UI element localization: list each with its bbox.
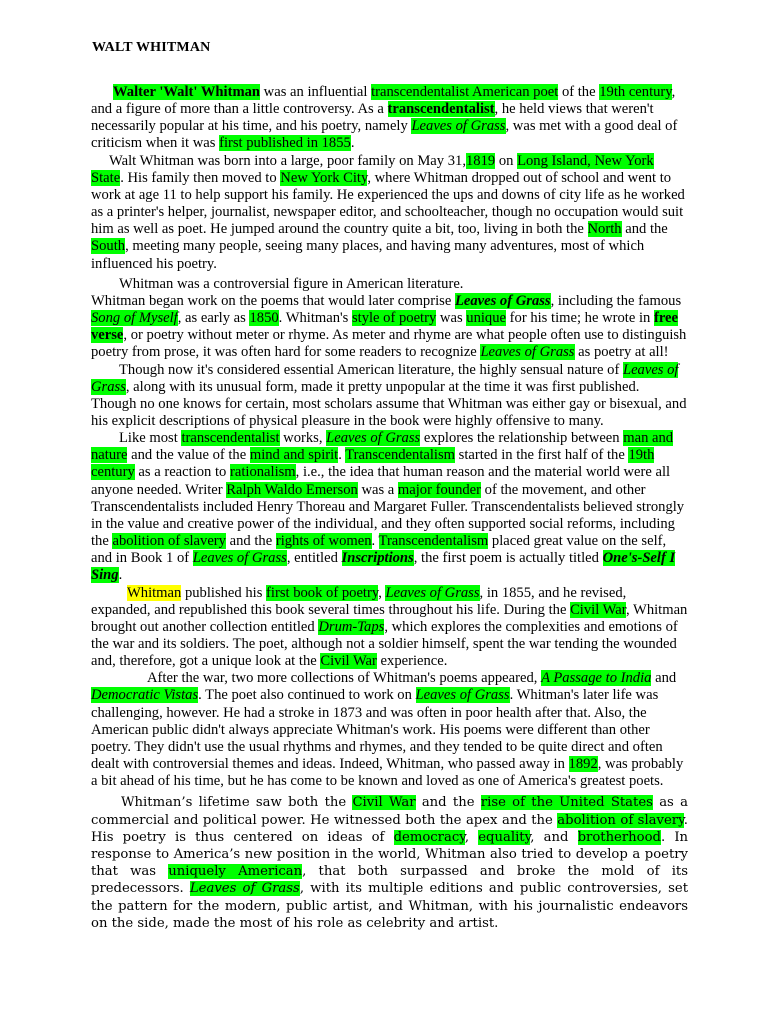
highlighted-term: 1892	[568, 756, 598, 773]
text-run: , where Whitman dropped out of school and went to work at age 11 to help support his family. He experienced the ups and downs of city life as he worked as a printer's helper, journalist, newspaper editor, and schoolteacher, though no occupation would suit him as well as poet. He jumped around the country quite a bit, too, living in both the	[91, 169, 685, 238]
text-run: , he held views that weren't necessarily popular at his time, and his poetry, namely	[91, 101, 654, 135]
highlighted-term: Drum-Taps	[318, 618, 385, 635]
text-run: , entitled	[286, 550, 342, 567]
text-run: . His family then moved to	[120, 169, 281, 186]
highlighted-term: New York City	[280, 169, 368, 186]
highlighted-term: Transcendentalism	[345, 447, 455, 464]
text-run: Whitman’s lifetime saw both the	[121, 795, 353, 811]
highlighted-term: rights of women	[275, 533, 372, 550]
highlighted-term: Civil War	[570, 601, 627, 618]
highlighted-term: A Passage to India	[541, 670, 652, 687]
highlighted-term: Leaves of Grass	[189, 881, 300, 897]
text-run: . His poetry is thus centered on ideas of	[91, 812, 688, 845]
text-run: Like most	[119, 430, 182, 447]
text-run: for his time; he wrote in	[506, 310, 654, 327]
text-run: ,	[378, 584, 386, 601]
highlighted-term: Whitman	[127, 584, 182, 601]
highlighted-term: 1819	[465, 152, 496, 169]
text-run: , in 1855, and he revised, expanded, and republished this book several times throughout his life. During the	[91, 584, 627, 618]
paragraph	[91, 430, 688, 584]
highlighted-term: transcendentalist	[181, 430, 280, 447]
highlighted-term: Transcendentalism	[378, 533, 489, 550]
paragraph	[91, 276, 688, 293]
text-run: , with its multiple editions and public controversies, set the pattern for the modern, public artist, and Whitman, with his journalistic endeavors on the side, made the most of his role as celebrity and artist.	[91, 881, 689, 931]
text-run: . The poet also continued to work on	[198, 687, 416, 704]
text-run: and	[651, 670, 677, 687]
text-run: . Whitman's	[278, 310, 352, 327]
highlighted-term: Leaves of Grass	[192, 550, 287, 567]
text-run: and the value of the	[127, 447, 250, 464]
paragraph	[91, 585, 688, 671]
text-run: , i.e., the idea that human reason and the material world were all anyone needed. Writer	[91, 464, 671, 498]
highlighted-term: man and nature	[91, 430, 674, 464]
text-run: experience.	[376, 653, 448, 670]
highlighted-term: major founder	[397, 481, 481, 498]
highlighted-term: equality	[478, 829, 531, 845]
highlighted-term: Leaves of Grass	[415, 687, 510, 704]
text-run: , which explores the complexities and emotions of the war and its soldiers. The poet, although not a soldier himself, spent the war tending the wounded and, therefore, got a unique look at the	[91, 618, 678, 670]
text-run: , the first poem is actually titled	[413, 550, 603, 567]
text-run: Though now it's considered essential American literature, the highly sensual nature of	[119, 361, 623, 378]
text-run: as a commercial and political power. He witnessed both the apex and the	[91, 795, 688, 828]
highlighted-term: first book of poetry	[266, 584, 379, 601]
text-run: , meeting many people, seeing many places, and having many adventures, most of which influenced his poetry.	[91, 238, 645, 272]
text-run: Whitman began work on the poems that would later comprise	[91, 292, 455, 309]
highlighted-term: Long Island, New York State	[91, 152, 654, 186]
text-run: explores the relationship between	[420, 430, 624, 447]
paragraph	[91, 84, 688, 153]
highlighted-term: 19th century	[599, 84, 672, 100]
text-run: , as early as	[177, 310, 250, 327]
text-run: of the movement, and other Transcendentalists included Henry Thoreau and Margaret Fuller. Transcendentalists believed strongly in the value and creative power of the individual, and they often supported social reforms, including the	[91, 481, 685, 550]
document-body	[91, 84, 688, 932]
text-run: published his	[181, 584, 267, 601]
highlighted-term: Ralph Waldo Emerson	[226, 481, 358, 498]
highlighted-term: South	[91, 238, 126, 255]
text-run: and the	[415, 795, 481, 811]
text-run: , or poetry without meter or rhyme. As meter and rhyme are what people often use to distinguish poetry from prose, it was often hard for some readers to recognize	[91, 327, 687, 361]
highlighted-term: rise of the United States	[480, 795, 653, 811]
text-run: .	[371, 533, 379, 550]
text-run: .	[118, 567, 123, 584]
text-run: as a reaction to	[134, 464, 230, 481]
highlighted-term: abolition of slavery	[557, 812, 684, 828]
highlighted-term: abolition of slavery	[112, 533, 226, 550]
highlighted-term: unique	[466, 310, 507, 327]
text-run: was an influential	[260, 84, 372, 100]
highlighted-term: North	[587, 221, 622, 238]
highlighted-term: mind and spirit	[249, 447, 339, 464]
text-run: . Whitman's later life was challenging, however. He had a stroke in 1873 and was often in poor health after that. Also, the American public didn't always appreciate Whitman's work. His poems were different than other poetry. They didn't use the usual rhythms and rhymes, and they tended to be quite direct and often dealt with controversial themes and ideas. Indeed, Whitman, who passed away in	[91, 687, 663, 773]
text-run: , and	[530, 829, 578, 845]
highlighted-term: transcendentalist American poet	[371, 84, 559, 100]
highlighted-term: first published in 1855	[219, 135, 351, 152]
highlighted-term: Democratic Vistas	[91, 687, 199, 704]
text-run: was a	[357, 481, 398, 498]
text-run: was	[436, 310, 467, 327]
highlighted-term: Leaves of Grass	[411, 118, 506, 135]
highlighted-term: free verse	[91, 310, 678, 344]
text-run: placed great value on the self, and in Book 1 of	[91, 533, 667, 567]
text-run: on	[495, 152, 518, 169]
highlighted-term: Inscriptions	[341, 550, 414, 567]
highlighted-term: rationalism	[230, 464, 296, 481]
paragraph	[91, 362, 688, 431]
highlighted-term: 1850	[249, 310, 279, 327]
text-run: .	[338, 447, 346, 464]
highlighted-term: Civil War	[352, 795, 416, 811]
text-run: , Whitman brought out another collection entitled	[91, 601, 688, 635]
text-run: . In response to America’s new position in the world, Whitman also tried to develop a poetry that was	[91, 829, 689, 880]
text-run: , was probably a bit ahead of his time, but he has come to be known and loved as one of America's greatest poets.	[91, 756, 684, 790]
highlighted-term: Leaves of Grass	[91, 361, 679, 395]
document-title: WALT WHITMAN	[92, 40, 211, 55]
highlighted-term: 19th century	[91, 447, 655, 481]
highlighted-term: democracy	[393, 829, 465, 845]
paragraph	[91, 153, 688, 273]
highlighted-term: transcendentalist	[387, 101, 495, 118]
text-run: .	[350, 135, 355, 152]
highlighted-term: uniquely American	[168, 864, 303, 880]
text-run: and the	[621, 221, 668, 238]
paragraph	[91, 794, 688, 932]
highlighted-term: style of poetry	[351, 310, 437, 327]
text-run: , and a figure of more than a little controversy. As a	[91, 84, 676, 118]
text-run: as poetry at all!	[574, 344, 669, 361]
text-run: works,	[279, 430, 327, 447]
text-run: , including the famous	[550, 292, 682, 309]
highlighted-term: One's-Self I Sing	[91, 550, 676, 584]
text-run: of the	[558, 84, 600, 100]
highlighted-term: Song of Myself	[91, 310, 178, 327]
text-run: , was met with a good deal of criticism when it was	[91, 118, 678, 152]
paragraph	[91, 670, 688, 790]
highlighted-term: Leaves of Grass	[326, 430, 421, 447]
highlighted-term: Leaves of Grass	[385, 584, 480, 601]
text-run: started in the first half of the	[455, 447, 629, 464]
text-run: , that both surpassed and broke the mold of its predecessors.	[91, 864, 688, 897]
highlighted-term: Walter 'Walt' Whitman	[113, 84, 261, 100]
text-run: , along with its unusual form, made it pretty unpopular at the time it was first published. Though no one knows for certain, most scholars assume that Whitman was either gay or bisexual, and his explicit descriptions of physical pleasure in the book were highly offensive to many.	[91, 378, 687, 429]
text-run: Walt Whitman was born into a large, poor family on May 31,	[109, 152, 466, 169]
text-run: Whitman was a controversial figure in American literature.	[119, 275, 464, 292]
text-run: ,	[464, 829, 479, 845]
text-run: After the war, two more collections of Whitman's poems appeared,	[147, 670, 542, 687]
paragraph	[91, 293, 688, 362]
highlighted-term: brotherhood	[577, 829, 661, 845]
highlighted-term: Leaves of Grass	[454, 292, 551, 309]
highlighted-term: Civil War	[320, 653, 377, 670]
highlighted-term: Leaves of Grass	[480, 344, 575, 361]
text-run: and the	[225, 533, 276, 550]
